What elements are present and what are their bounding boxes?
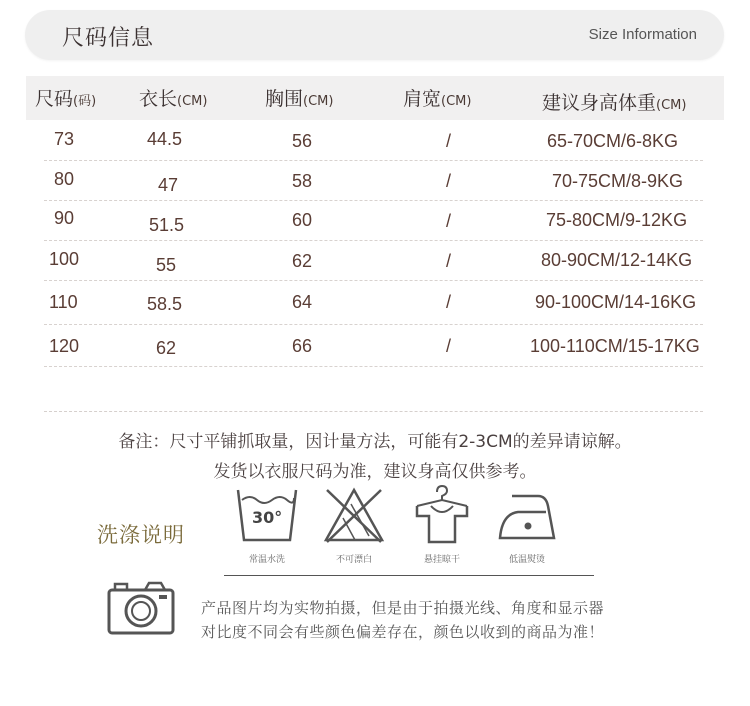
cell-recommend: 70-75CM/8-9KG	[552, 171, 684, 191]
table-row	[44, 240, 703, 281]
cell-recommend: 90-100CM/14-16KG	[535, 292, 697, 312]
cell-length: 62	[156, 338, 177, 358]
cell-size: 80	[54, 169, 75, 189]
cell-chest: 64	[292, 292, 313, 312]
cell-size: 100	[49, 249, 80, 269]
cell-length: 58.5	[147, 294, 183, 314]
cell-chest: 60	[292, 210, 313, 230]
washing-divider	[224, 575, 594, 576]
cell-shoulder: /	[446, 131, 452, 151]
photo-note-line-1: 产品图片均为实物拍摄，但是由于拍摄光线、角度和显示器	[201, 599, 605, 617]
cell-shoulder: /	[446, 292, 452, 312]
size-table-header	[26, 76, 724, 120]
cell-shoulder: /	[446, 336, 452, 356]
cell-shoulder: /	[446, 171, 452, 191]
no-bleach-caption: 不可漂白	[335, 555, 372, 565]
camera-icon	[107, 580, 175, 635]
hang-dry-icon	[409, 484, 475, 546]
cell-chest: 62	[292, 251, 313, 271]
wash-caption: 常温水洗	[248, 555, 285, 565]
table-row	[44, 160, 703, 201]
cell-size: 110	[49, 292, 78, 312]
cell-chest: 58	[292, 171, 313, 191]
header-banner	[25, 10, 724, 60]
page-subtitle: Size Information	[588, 26, 697, 43]
table-row	[44, 200, 703, 241]
note-line-2: 发货以衣服尺码为准，建议身高仅供参考。	[213, 462, 537, 482]
hang-dry-caption: 悬挂晾干	[423, 555, 460, 565]
cell-recommend: 65-70CM/6-8KG	[547, 131, 679, 151]
no-bleach-icon	[321, 484, 387, 546]
wash-30-icon	[234, 484, 300, 546]
header-shoulder: 肩宽(CM)	[403, 88, 472, 110]
low-iron-caption: 低温熨烫	[508, 555, 545, 565]
note-line-1: 备注：尺寸平铺抓取量，因计量方法，可能有2-3CM的差异请谅解。	[118, 432, 632, 452]
cell-chest: 66	[292, 336, 313, 356]
section-divider	[44, 411, 703, 412]
cell-length: 44.5	[147, 129, 183, 149]
header-length: 衣长(CM)	[139, 88, 208, 110]
washing-title: 洗涤说明	[97, 523, 185, 547]
page-title: 尺码信息	[62, 26, 155, 51]
cell-shoulder: /	[446, 251, 452, 271]
table-row	[44, 280, 703, 325]
header-size: 尺码(码)	[35, 88, 97, 110]
cell-size: 73	[54, 129, 75, 149]
cell-recommend: 100-110CM/15-17KG	[530, 336, 700, 356]
cell-length: 51.5	[149, 215, 185, 235]
cell-recommend: 80-90CM/12-14KG	[541, 250, 693, 270]
header-chest: 胸围(CM)	[265, 88, 334, 110]
header-recommend: 建议身高体重(CM)	[542, 92, 687, 114]
cell-length: 55	[156, 255, 177, 275]
cell-size: 90	[54, 208, 75, 228]
low-iron-icon	[494, 484, 560, 546]
cell-chest: 56	[292, 131, 313, 151]
cell-shoulder: /	[446, 211, 452, 231]
cell-recommend: 75-80CM/9-12KG	[546, 210, 688, 230]
photo-note-line-2: 对比度不同会有些颜色偏差存在，颜色以收到的商品为准！	[201, 623, 605, 641]
cell-length: 47	[158, 175, 179, 195]
table-row	[44, 324, 703, 367]
table-row	[44, 120, 703, 161]
wash-temp-label: 30°	[252, 508, 283, 527]
cell-size: 120	[49, 336, 80, 356]
